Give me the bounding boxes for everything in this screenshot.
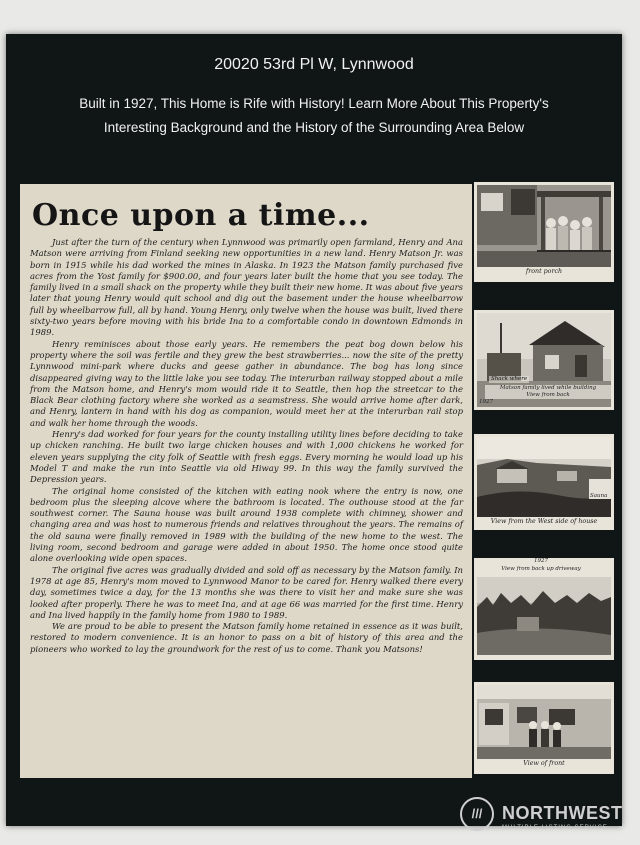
story-paragraph: Henry reminisces about those early years. He remembers the peat bog down below his property where the soil was fertile and they grew the best strawberries... now the site of the pretty Lynnwood mini-park where ducks and geese gather in abundance. The bog has long since disappeared giving way to the little lake you see today. The interurban railway stopped about a mile from the Matson home, and Henry's mom would ride it to Seattle, then hop the streetcar to the Black Bear clothing factory where she worked as a seamstress. She would arrive home after dark, and Henry, lantern in hand with his dog as companion, would meet her at the interurban rail stop and walk her home through the woods. xyxy=(30,338,463,428)
photo-caption: View from the West side of house xyxy=(490,518,598,525)
photo-caption: View of front xyxy=(523,760,565,767)
photo-year: 1927 xyxy=(479,399,493,405)
subtitle-line-2: Interesting Background and the History of the Surrounding Area Below xyxy=(103,120,525,135)
shack-image xyxy=(477,313,611,407)
photo-shack xyxy=(474,310,614,410)
history-story-panel xyxy=(20,184,472,778)
photo-front-porch xyxy=(474,182,614,282)
sauna-label: Sauna xyxy=(590,493,608,499)
photo-driveway xyxy=(474,558,614,660)
story-paragraph: The original five acres was gradually divided and sold off as necessary by the Matson family. In 1978 at age 85, Henry's mom moved to Lynnwood Manor to be cared for. Henry walked there every day, sometimes twice a day, for the 13 months she was there to visit her and make sure she was looked after properly. There he was to meet Ina, and at age 66 was married for the first time. Henry and Ina lived happily in the family home from 1980 to 1989. xyxy=(30,564,463,620)
story-paragraph: Just after the turn of the century when Lynnwood was primarily open farmland, Henry and Ana Matson were arriving from Finland seeking new opportunities in a new land. Henry Matson Jr. was born in 1915 while his dad worked the mines in Alaska. In 1923 the Matson family purchased five acres from the Yost family for $900.00, and four years later built the home that you see today. The family lived in a small shack on the property while they built their new home. It was about five years later that young Henry would quit school and dig out the basement under the house wheelbarrow full by wheelbarrow full, all by hand. Young Henry, only twelve when the house was built, lived there sixty-two years before moving with his bride Ina to a comfortable condo in downtown Edmonds in 1989. xyxy=(30,237,463,338)
story-paragraph: We are proud to be able to present the Matson family home retained in essence as it was built, restored to modern convenience. It is an honor to pass on a bit of history of this area and the pioneers who worked to lay the groundwork for the rest of us to come. Thank you Matsons! xyxy=(30,621,463,654)
shack-caption: Matson family lived while building View from back xyxy=(485,385,611,399)
subtitle-line-1: Built in 1927, This Home is Rife with History! Learn More About This Property's xyxy=(79,96,549,111)
driveway-caption: View from back up driveway xyxy=(501,566,581,572)
watermark-sub: MULTIPLE LISTING SERVICE xyxy=(502,825,608,831)
watermark-brand: NORTHWEST xyxy=(502,803,623,823)
photo-year: 1927 xyxy=(534,558,548,564)
photo-front xyxy=(474,682,614,774)
property-address: 20020 53rd Pl W, Lynnwood xyxy=(214,56,414,73)
story-paragraph: The original home consisted of the kitchen with eating nook where the entry is now, one bedroom plus the sleeping alcove where the bathroom is located. The outhouse stood at the far southwest corner. The Sauna house was built around 1938 complete with chimney, shower and changing area and was host to numerous friends and relatives throughout the years. The remains of the old sauna were finally removed in 1989 with the building of the new home to the west. The living room, second bedroom and garage were added in about 1950. The home once stood quite alone overlooking wide open spaces. xyxy=(30,485,463,564)
front-image xyxy=(477,685,611,759)
photo-west-side xyxy=(474,434,614,530)
photo-caption: front porch xyxy=(525,268,563,275)
driveway-image xyxy=(477,577,611,655)
nwmls-watermark xyxy=(458,795,623,835)
story-paragraph: Henry's dad worked for four years for the county installing utility lines before deciding to take up chicken ranching. He built two large chicken houses and with 1,000 chickens he worked for eleven years supplying the city folk of Seattle with fresh eggs. Every morning he would load up his Model T and make the run into Seattle via old Hiway 99. In this way the family survived the Depression years. xyxy=(30,429,463,485)
west-side-image xyxy=(477,437,611,517)
front-porch-image xyxy=(477,185,611,267)
flyer-frame xyxy=(6,34,622,826)
flyer-subtitle xyxy=(6,92,622,140)
shack-label: Shack where xyxy=(491,376,528,382)
story-title: Once upon a time... xyxy=(32,198,370,233)
nwmls-logo: /// xyxy=(460,797,494,831)
